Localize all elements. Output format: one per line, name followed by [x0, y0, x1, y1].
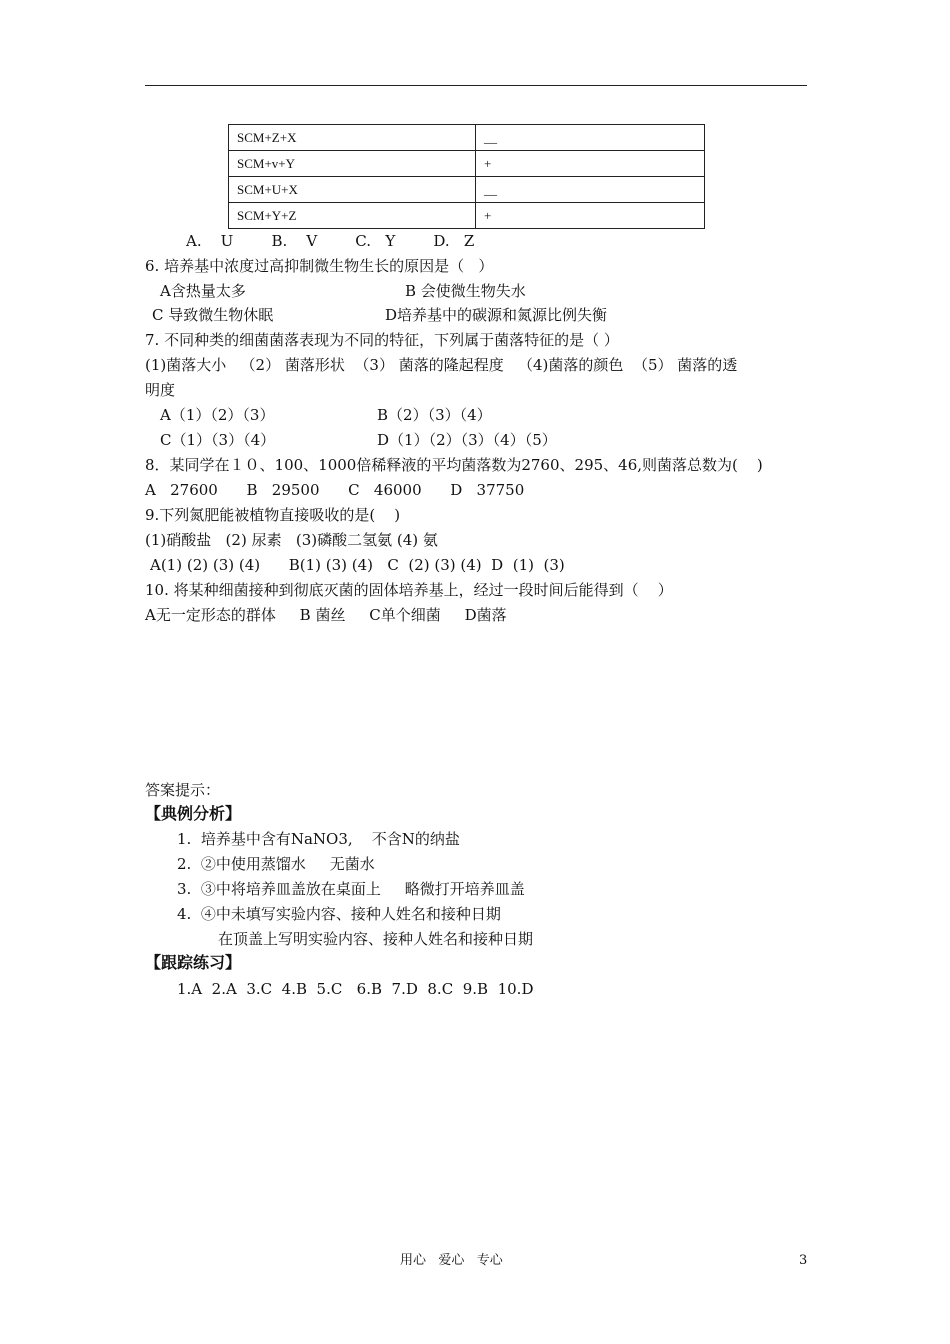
table-row [229, 125, 705, 151]
answer-item: 2. ②中使用蒸馏水 无菌水 [177, 855, 375, 873]
q7-option-b: B（2）（3）（4） [377, 406, 492, 424]
q9-options: A(1) (2) (3) (4) B(1) (3) (4) C (2) (3) (4) D (1) (3) [150, 556, 565, 574]
table-row [229, 177, 705, 203]
table-cell: SCM+Z+X [229, 125, 476, 151]
q10-stem: 10. 将某种细菌接种到彻底灭菌的固体培养基上，经过一段时间后能得到（ ） [145, 581, 673, 599]
page-number: 3 [799, 1253, 808, 1268]
practice-answers: 1.A 2.A 3.C 4.B 5.C 6.B 7.D 8.C 9.B 10.D [177, 980, 534, 998]
q7-items: (1)菌落大小 （2） 菌落形状 （3） 菌落的隆起程度 （4)菌落的颜色 （5） 菌落的透 [145, 356, 738, 374]
q9-items: (1)硝酸盐 (2) 尿素 (3)磷酸二氢氨 (4) 氨 [145, 531, 438, 549]
q7-option-a: A（1）（2）（3） [160, 406, 275, 424]
example-analysis-header: 【典例分析】 [145, 804, 242, 823]
table-cell: + [476, 203, 705, 229]
q9-stem: 9.下列氮肥能被植物直接吸收的是( ) [145, 506, 401, 524]
q8-stem: 8．某同学在１０、100、1000倍稀释液的平均菌落数为2760、295、46,则菌落总数为( ) [145, 456, 763, 474]
q6-option-d: D培养基中的碳源和氮源比例失衡 [385, 306, 608, 324]
table-cell: __ [476, 125, 705, 151]
table-cell: SCM+Y+Z [229, 203, 476, 229]
table-row [229, 203, 705, 229]
q7-option-d: D（1）（2）（3）（4）（5） [377, 431, 557, 449]
q10-options: A无一定形态的群体 B 菌丝 C单个细菌 D菌落 [145, 606, 507, 624]
q7-items-cont: 明度 [145, 381, 176, 399]
answer-item: 1. 培养基中含有NaNO3, 不含N的纳盐 [177, 830, 460, 848]
q7-option-c: C（1）（3）（4） [160, 431, 276, 449]
table-cell: SCM+v+Y [229, 151, 476, 177]
q6-option-b: B 会使微生物失水 [405, 282, 526, 300]
q6-option-a: A含热量太多 [160, 282, 246, 300]
table-cell: __ [476, 177, 705, 203]
answer-item: 4. ④中未填写实验内容、接种人姓名和接种日期 [177, 905, 501, 923]
q8-options: A 27600 B 29500 C 46000 D 37750 [145, 481, 525, 499]
q6-stem: 6. 培养基中浓度过高抑制微生物生长的原因是（ ） [145, 257, 494, 275]
answer-item: 3. ③中将培养皿盖放在桌面上 略微打开培养皿盖 [177, 880, 525, 898]
q7-stem: 7. 不同种类的细菌菌落表现为不同的特征，下列属于菌落特征的是（ ） [145, 331, 619, 349]
answer-item-cont: 在顶盖上写明实验内容、接种人姓名和接种日期 [218, 930, 534, 948]
q5-options: A. U B. V C. Y D. Z [186, 232, 475, 250]
table-cell: + [476, 151, 705, 177]
header-rule [145, 85, 807, 86]
results-table [228, 124, 705, 229]
table-cell: SCM+U+X [229, 177, 476, 203]
q6-option-c: C 导致微生物休眠 [152, 306, 274, 324]
answers-title: 答案提示： [145, 781, 221, 799]
footer-motto: 用心 爱心 专心 [400, 1253, 503, 1268]
table-row [229, 151, 705, 177]
practice-header: 【跟踪练习】 [145, 953, 242, 972]
